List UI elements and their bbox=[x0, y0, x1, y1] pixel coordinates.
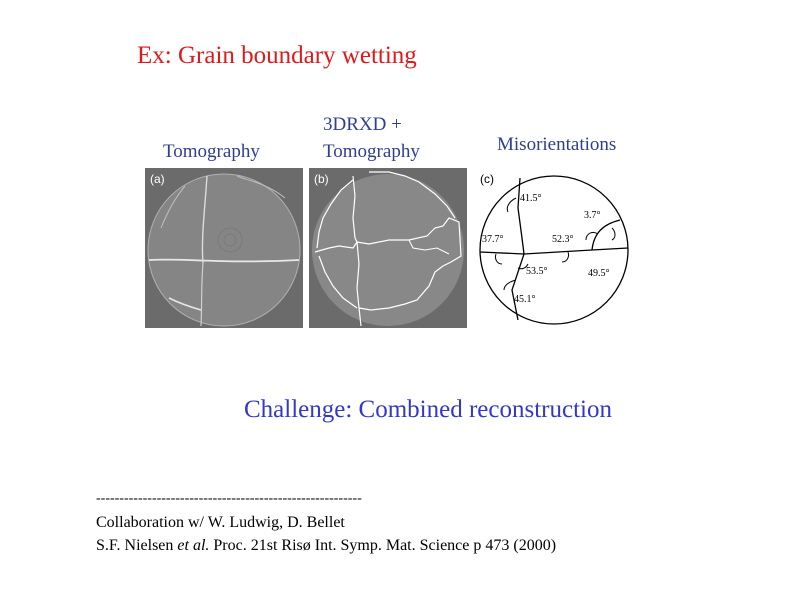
misorientations-label: Misorientations bbox=[497, 134, 617, 155]
tomography-image bbox=[145, 168, 303, 328]
combined-label-line1: 3DRXD + bbox=[323, 114, 402, 135]
combined-label bbox=[323, 111, 420, 165]
misorientation-diagram bbox=[472, 168, 632, 328]
angle-label: 37.7° bbox=[482, 234, 504, 245]
combined-image-graphic bbox=[309, 168, 467, 328]
panel-c-sublabel: (c) bbox=[480, 172, 494, 186]
angle-label: 52.3° bbox=[552, 234, 574, 245]
combined-label-line2: Tomography bbox=[323, 141, 420, 162]
challenge-text: Challenge: Combined reconstruction bbox=[244, 396, 612, 423]
angle-label: 53.5° bbox=[526, 266, 548, 277]
angle-label: 3.7° bbox=[584, 210, 601, 221]
collaboration-note: Collaboration w/ W. Ludwig, D. Bellet bbox=[96, 514, 345, 531]
reference-details: Proc. 21st Risø Int. Symp. Mat. Science p 473 (2000) bbox=[209, 537, 557, 554]
angle-label: 41.5° bbox=[520, 193, 542, 204]
footnote-separator: --------------------------------------------------------- bbox=[96, 491, 362, 506]
reference-citation bbox=[96, 537, 556, 555]
angle-label: 45.1° bbox=[514, 294, 536, 305]
combined-reconstruction-image bbox=[309, 168, 467, 328]
panel-b-sublabel: (b) bbox=[314, 172, 329, 186]
reference-etal: et al. bbox=[177, 537, 210, 554]
slide-title: Ex: Grain boundary wetting bbox=[137, 42, 417, 69]
tomography-label: Tomography bbox=[163, 141, 260, 162]
reference-authors: S.F. Nielsen bbox=[96, 537, 178, 554]
angle-label: 49.5° bbox=[588, 268, 610, 279]
tomography-image-graphic bbox=[145, 168, 303, 328]
misorientation-graphic bbox=[472, 168, 632, 328]
panel-a-sublabel: (a) bbox=[150, 172, 165, 186]
